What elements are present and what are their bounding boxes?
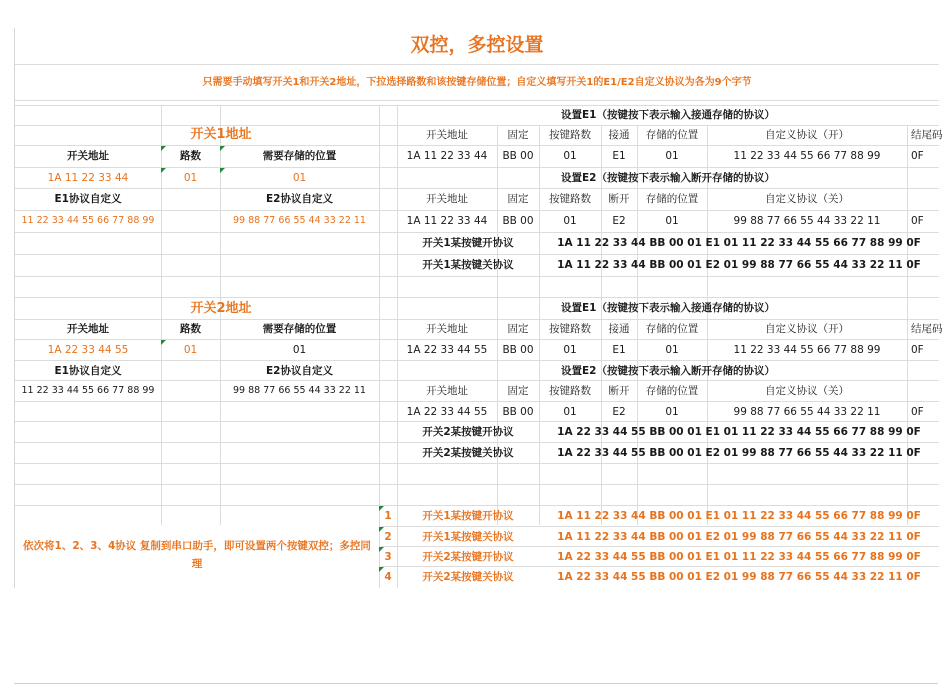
col-connect-header: 接通 [608, 129, 630, 141]
s1-e2-tail: 0F [911, 215, 924, 227]
s1-e1-tail: 0F [911, 150, 924, 162]
s2-on-proto-value: 1A 22 33 44 55 BB 00 01 E1 01 11 22 33 44 55 66 77 88 99 0F [557, 426, 921, 438]
switch2-e2-header: E2协议自定义 [266, 365, 333, 377]
col-custom-off-header: 自定义协议（关） [765, 385, 849, 397]
col-fixed-header: 固定 [507, 129, 529, 141]
switch1-e2-header: E2协议自定义 [266, 193, 333, 205]
col-storepos-header: 存储的位置 [645, 385, 699, 397]
col-custom-off-header: 自定义协议（关） [765, 193, 849, 205]
summary-value: 1A 22 33 44 55 BB 00 01 E2 01 99 88 77 66 55 44 33 22 11 0F [557, 571, 921, 583]
s2-e1-route: 01 [563, 344, 577, 356]
switch2-addr-input[interactable]: 1A 22 33 44 55 [47, 344, 129, 356]
col-keyroute-header: 按键路数 [549, 129, 591, 141]
col-fixed-header: 固定 [507, 385, 529, 397]
summary-note: 依次将1、2、3、4协议 复制到串口助手，即可设置两个按键双控；多控同理 [23, 540, 371, 570]
s1-e2-route: 01 [563, 215, 577, 227]
col-addr-header: 开关地址 [426, 385, 468, 397]
col-addr-header: 开关地址 [426, 193, 468, 205]
switch2-pos-select[interactable]: 01 [292, 344, 307, 356]
s2-e2-title: 设置E2（按键按下表示输入断开存储的协议） [561, 365, 775, 377]
summary-value: 1A 11 22 33 44 BB 00 01 E1 01 11 22 33 44 55 66 77 88 99 0F [557, 510, 921, 522]
col-disconnect-header: 断开 [608, 385, 630, 397]
s1-off-proto-label: 开关1某按键关协议 [422, 259, 514, 271]
switch2-route-select[interactable]: 01 [161, 340, 220, 360]
switch1-e1-header: E1协议自定义 [54, 193, 122, 205]
s1-e2-title: 设置E2（按键按下表示输入断开存储的协议） [561, 172, 775, 184]
s1-e2-pos: 01 [665, 215, 679, 227]
summary-num: 4 [379, 567, 397, 587]
s2-e1-addr: 1A 22 33 44 55 [406, 344, 488, 356]
s2-e1-tail: 0F [911, 344, 924, 356]
summary-label: 开关1某按键关协议 [422, 531, 514, 543]
s2-e2-tail: 0F [911, 406, 924, 418]
s2-e2-pos: 01 [665, 406, 679, 418]
switch2-e1-header: E1协议自定义 [54, 365, 122, 377]
s1-e1-fixed: BB 00 [502, 150, 534, 162]
col-disconnect-header: 断开 [608, 193, 630, 205]
s1-e1-e: E1 [612, 150, 626, 162]
s1-e1-pos: 01 [665, 150, 679, 162]
s1-e1-custom: 11 22 33 44 55 66 77 88 99 [733, 150, 881, 162]
switch1-addr-header: 开关地址 [67, 150, 109, 162]
switch1-route-header: 路数 [161, 146, 220, 166]
col-addr-header: 开关地址 [426, 129, 468, 141]
s2-e1-custom: 11 22 33 44 55 66 77 88 99 [733, 344, 881, 356]
col-storepos-header: 存储的位置 [645, 193, 699, 205]
col-tail-header: 结尾码 [911, 129, 943, 141]
col-fixed-header: 固定 [507, 193, 529, 205]
switch1-pos-header: 需要存储的位置 [220, 146, 379, 166]
s2-e1-title: 设置E1（按键按下表示输入接通存储的协议） [561, 302, 775, 314]
col-storepos-header: 存储的位置 [645, 129, 699, 141]
s2-e1-e: E1 [612, 344, 626, 356]
s2-e2-custom: 99 88 77 66 55 44 33 22 11 [733, 406, 881, 418]
switch2-addr-header: 开关地址 [67, 323, 109, 335]
switch2-e1-input[interactable]: 11 22 33 44 55 66 77 88 99 [21, 385, 155, 396]
switch1-addr-input[interactable]: 1A 11 22 33 44 [47, 172, 129, 184]
col-keyroute-header: 按键路数 [549, 323, 591, 335]
summary-num: 3 [379, 547, 397, 567]
s1-e2-addr: 1A 11 22 33 44 [406, 215, 488, 227]
page-bottom-rule [14, 683, 938, 684]
s2-e2-e: E2 [612, 406, 626, 418]
s2-e2-route: 01 [563, 406, 577, 418]
s2-e2-addr: 1A 22 33 44 55 [406, 406, 488, 418]
switch1-heading: 开关1地址 [190, 127, 252, 142]
s2-on-proto-label: 开关2某按键开协议 [422, 426, 514, 438]
s1-e1-route: 01 [563, 150, 577, 162]
s1-off-proto-value: 1A 11 22 33 44 BB 00 01 E2 01 99 88 77 66 55 44 33 22 11 0F [557, 259, 921, 271]
col-fixed-header: 固定 [507, 323, 529, 335]
summary-value: 1A 22 33 44 55 BB 00 01 E1 01 11 22 33 44 55 66 77 88 99 0F [557, 551, 921, 563]
col-custom-on-header: 自定义协议（开） [765, 323, 849, 335]
col-connect-header: 接通 [608, 323, 630, 335]
s2-off-proto-value: 1A 22 33 44 55 BB 00 01 E2 01 99 88 77 66 55 44 33 22 11 0F [557, 447, 921, 459]
s2-e1-pos: 01 [665, 344, 679, 356]
col-keyroute-header: 按键路数 [549, 385, 591, 397]
switch2-pos-header: 需要存储的位置 [262, 323, 337, 335]
col-keyroute-header: 按键路数 [549, 193, 591, 205]
s1-e2-custom: 99 88 77 66 55 44 33 22 11 [733, 215, 881, 227]
summary-label: 开关1某按键开协议 [422, 510, 514, 522]
s1-e1-addr: 1A 11 22 33 44 [406, 150, 488, 162]
s2-e1-fixed: BB 00 [502, 344, 534, 356]
s1-on-proto-value: 1A 11 22 33 44 BB 00 01 E1 01 11 22 33 44 55 66 77 88 99 0F [557, 237, 921, 249]
s1-e2-e: E2 [612, 215, 626, 227]
col-custom-on-header: 自定义协议（开） [765, 129, 849, 141]
switch2-e2-input[interactable]: 99 88 77 66 55 44 33 22 11 [233, 385, 366, 396]
col-tail-header: 结尾码 [911, 323, 943, 335]
divider [15, 64, 939, 65]
spreadsheet [14, 28, 943, 588]
s1-on-proto-label: 开关1某按键开协议 [422, 237, 514, 249]
switch1-route-select[interactable]: 01 [161, 168, 220, 188]
switch2-route-header: 路数 [180, 323, 201, 335]
s1-e2-fixed: BB 00 [502, 215, 534, 227]
page-title: 双控，多控设置 [410, 34, 544, 56]
summary-num: 1 [379, 506, 397, 526]
s1-e1-title: 设置E1（按键按下表示输入接通存储的协议） [561, 109, 775, 121]
switch1-e1-input[interactable]: 11 22 33 44 55 66 77 88 99 [21, 215, 155, 226]
s2-off-proto-label: 开关2某按键关协议 [422, 447, 514, 459]
summary-value: 1A 11 22 33 44 BB 00 01 E2 01 99 88 77 66 55 44 33 22 11 0F [557, 531, 921, 543]
summary-label: 开关2某按键开协议 [422, 551, 514, 563]
col-storepos-header: 存储的位置 [645, 323, 699, 335]
instruction-text: 只需要手动填写开关1和开关2地址，下拉选择路数和该按键存储位置；自定义填写开关1的E1/E2自定义协议为各为9个字节 [202, 77, 752, 88]
switch1-e2-input[interactable]: 99 88 77 66 55 44 33 22 11 [233, 215, 366, 226]
switch2-heading: 开关2地址 [190, 301, 252, 316]
divider [15, 100, 939, 101]
col-addr-header: 开关地址 [426, 323, 468, 335]
summary-label: 开关2某按键关协议 [422, 571, 514, 583]
s2-e2-fixed: BB 00 [502, 406, 534, 418]
summary-num: 2 [379, 527, 397, 547]
switch1-pos-select[interactable]: 01 [220, 168, 379, 188]
